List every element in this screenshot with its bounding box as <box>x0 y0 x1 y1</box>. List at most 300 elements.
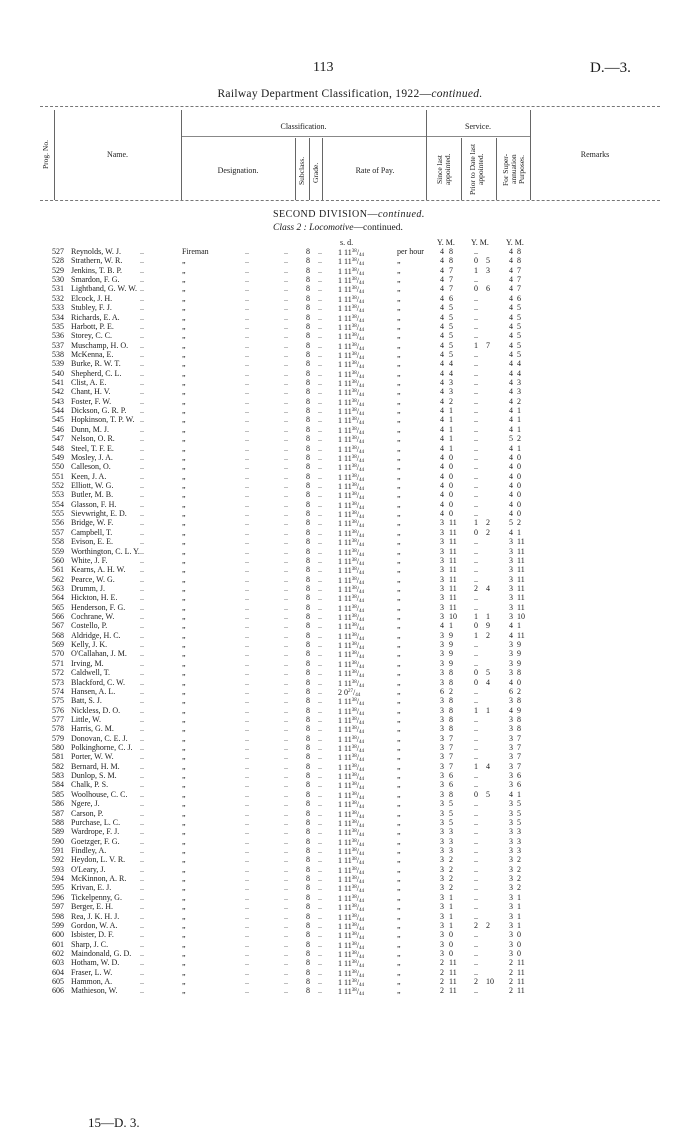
row-prog-no: 595 <box>52 883 64 893</box>
row-since-months: 3 <box>449 827 453 837</box>
table-row <box>0 827 700 839</box>
row-leader: .. <box>140 920 144 930</box>
row-designation: „ <box>182 630 186 640</box>
row-leader: .. <box>284 406 288 416</box>
row-leader: .. <box>245 396 249 406</box>
row-per: „ <box>397 696 401 706</box>
row-leader: .. <box>140 537 144 547</box>
row-super-years: 4 <box>509 387 513 397</box>
row-leader: .. <box>140 331 144 341</box>
row-designation: „ <box>182 331 186 341</box>
row-prior-months: 4 <box>486 677 490 687</box>
row-subclass: 8 <box>306 780 310 790</box>
row-designation: „ <box>182 948 186 958</box>
row-leader: .. <box>245 948 249 958</box>
row-leader: .. <box>140 977 144 987</box>
row-rate-of-pay: 1 $11^{38}/_{44}$ <box>338 603 364 614</box>
row-leader: .. <box>245 696 249 706</box>
row-super-months: 3 <box>517 387 521 397</box>
row-name: Stubley, F. J. <box>71 303 112 313</box>
units-sd: s. d. <box>340 238 354 247</box>
row-leader: .. <box>140 827 144 837</box>
table-row <box>0 341 700 350</box>
row-subclass: 8 <box>306 771 310 781</box>
row-since-months: 11 <box>449 565 457 575</box>
row-leader: .. <box>140 443 144 453</box>
row-name: Goetzger, F. G. <box>71 836 120 846</box>
row-prior-years: 1 <box>474 612 478 622</box>
row-name: Jenkins, T. B. P. <box>71 265 123 275</box>
table-row <box>0 855 700 867</box>
row-rate-of-pay: 1 $11^{38}/_{44}$ <box>338 921 364 932</box>
row-rate-of-pay: 1 $11^{38}/_{44}$ <box>338 444 364 455</box>
row-prog-no: 576 <box>52 705 64 715</box>
row-name: Storey, C. C. <box>71 331 113 341</box>
row-designation: „ <box>182 920 186 930</box>
row-rate-of-pay: 1 $11^{38}/_{44}$ <box>338 594 364 605</box>
row-leader: .. <box>318 527 322 537</box>
row-per: „ <box>397 630 401 640</box>
row-since-months: 1 <box>449 406 453 416</box>
row-leader: .. <box>245 836 249 846</box>
row-since-months: 5 <box>449 817 453 827</box>
row-leader: .. <box>318 265 322 275</box>
row-since-years: 3 <box>440 714 444 724</box>
row-leader: .. <box>284 902 288 912</box>
row-leader: .. <box>140 621 144 631</box>
row-leader: .. <box>245 939 249 949</box>
row-leader: .. <box>245 958 249 968</box>
footer-ref: 15—D. 3. <box>88 1115 140 1130</box>
row-super-years: 4 <box>509 284 513 294</box>
row-leader: .. <box>284 480 288 490</box>
row-leader: .. <box>140 527 144 537</box>
row-leader: .. <box>140 546 144 556</box>
row-leader: .. <box>245 677 249 687</box>
row-super-months: 9 <box>517 658 521 668</box>
row-leader: .. <box>318 509 322 519</box>
row-name: Blackford, C. W. <box>71 677 125 687</box>
row-leader: .. <box>318 321 322 331</box>
row-designation: „ <box>182 799 186 809</box>
row-super-months: 6 <box>517 293 521 303</box>
row-super-years: 4 <box>509 452 513 462</box>
row-super-months: 7 <box>517 265 521 275</box>
row-leader: .. <box>318 827 322 837</box>
row-leader: .. <box>318 378 322 388</box>
row-since-years: 2 <box>440 977 444 987</box>
row-per: „ <box>397 743 401 753</box>
row-since-years: 3 <box>440 546 444 556</box>
row-rate-of-pay: 1 $11^{38}/_{44}$ <box>338 369 364 380</box>
row-leader: .. <box>245 452 249 462</box>
row-since-months: 11 <box>449 546 457 556</box>
row-leader: .. <box>140 658 144 668</box>
row-since-years: 3 <box>440 658 444 668</box>
row-leader: .. <box>284 649 288 659</box>
row-designation: „ <box>182 874 186 884</box>
row-leader: .. <box>140 415 144 425</box>
row-prior-months: 5 <box>486 789 490 799</box>
row-name: Mosley, J. A. <box>71 452 113 462</box>
row-prior-years: .. <box>474 368 478 378</box>
row-leader: .. <box>318 480 322 490</box>
table-row <box>0 303 700 315</box>
row-prog-no: 603 <box>52 958 64 968</box>
row-leader: .. <box>318 490 322 500</box>
row-super-months: 5 <box>517 303 521 313</box>
row-leader: .. <box>284 518 288 528</box>
row-leader: .. <box>284 321 288 331</box>
row-leader: .. <box>245 808 249 818</box>
table-row <box>0 565 700 577</box>
row-since-years: 4 <box>440 321 444 331</box>
row-per: „ <box>397 518 401 528</box>
row-per: „ <box>397 986 401 996</box>
row-designation: „ <box>182 565 186 575</box>
row-leader: .. <box>245 471 249 481</box>
row-prior-years: .. <box>474 349 478 359</box>
row-prior-years: .. <box>474 574 478 584</box>
row-designation: „ <box>182 668 186 678</box>
row-per: „ <box>397 771 401 781</box>
row-prog-no: 565 <box>52 602 64 612</box>
row-name: Elliott, W. G. <box>71 480 114 490</box>
row-super-months: 9 <box>517 640 521 650</box>
row-rate-of-pay: 1 $11^{38}/_{44}$ <box>338 622 364 633</box>
row-leader: .. <box>245 977 249 987</box>
row-name: Shepherd, C. L. <box>71 368 122 378</box>
row-subclass: 8 <box>306 920 310 930</box>
row-leader: .. <box>245 331 249 341</box>
row-super-months: 7 <box>517 752 521 762</box>
row-leader: .. <box>245 518 249 528</box>
row-leader: .. <box>245 771 249 781</box>
row-subclass: 8 <box>306 434 310 444</box>
row-prog-no: 555 <box>52 509 64 519</box>
row-super-years: 3 <box>509 612 513 622</box>
row-since-months: 6 <box>449 771 453 781</box>
row-leader: .. <box>245 546 249 556</box>
row-leader: .. <box>245 780 249 790</box>
row-per: „ <box>397 434 401 444</box>
row-designation: „ <box>182 340 186 350</box>
row-designation: „ <box>182 509 186 519</box>
row-super-years: 3 <box>509 939 513 949</box>
row-super-years: 4 <box>509 349 513 359</box>
row-leader: .. <box>284 883 288 893</box>
row-super-years: 3 <box>509 724 513 734</box>
row-since-years: 3 <box>440 920 444 930</box>
row-prior-years: .. <box>474 892 478 902</box>
row-leader: .. <box>284 509 288 519</box>
row-leader: .. <box>318 406 322 416</box>
row-since-years: 3 <box>440 705 444 715</box>
table-row <box>0 266 700 275</box>
row-prog-no: 567 <box>52 621 64 631</box>
row-leader: .. <box>140 434 144 444</box>
row-prior-years: .. <box>474 537 478 547</box>
row-super-months: 1 <box>517 911 521 921</box>
row-since-years: 4 <box>440 396 444 406</box>
row-name: Strathern, W. R. <box>71 256 123 266</box>
row-rate-of-pay: 1 $11^{38}/_{44}$ <box>338 547 364 558</box>
row-since-years: 3 <box>440 602 444 612</box>
row-name: Hammon, A. <box>71 977 113 987</box>
row-leader: .. <box>284 733 288 743</box>
row-subclass: 8 <box>306 509 310 519</box>
row-subclass: 8 <box>306 892 310 902</box>
row-prog-no: 558 <box>52 537 64 547</box>
row-prior-years: .. <box>474 406 478 416</box>
table-row <box>0 462 700 474</box>
row-rate-of-pay: 1 $11^{38}/_{44}$ <box>338 248 364 258</box>
row-super-months: 11 <box>517 986 525 996</box>
row-leader: .. <box>140 462 144 472</box>
row-prog-no: 578 <box>52 724 64 734</box>
row-prog-no: 530 <box>52 275 64 285</box>
row-leader: .. <box>318 789 322 799</box>
row-subclass: 8 <box>306 518 310 528</box>
row-leader: .. <box>318 565 322 575</box>
row-super-months: 3 <box>517 827 521 837</box>
row-leader: .. <box>284 555 288 565</box>
row-prog-no: 592 <box>52 855 64 865</box>
row-since-months: 7 <box>449 733 453 743</box>
row-subclass: 8 <box>306 836 310 846</box>
row-per: „ <box>397 378 401 388</box>
row-since-years: 3 <box>440 649 444 659</box>
row-leader: .. <box>318 602 322 612</box>
row-rate-of-pay: 1 $11^{38}/_{44}$ <box>338 828 364 839</box>
row-since-months: 2 <box>449 864 453 874</box>
row-leader: .. <box>245 265 249 275</box>
row-prior-years: .. <box>474 565 478 575</box>
row-prior-years: .. <box>474 359 478 369</box>
row-leader: .. <box>140 396 144 406</box>
row-leader: .. <box>318 537 322 547</box>
row-prog-no: 527 <box>52 247 64 256</box>
row-prior-years: .. <box>474 799 478 809</box>
row-name: Batt, S. J. <box>71 696 102 706</box>
row-since-months: 1 <box>449 920 453 930</box>
row-rate-of-pay: 1 $11^{38}/_{44}$ <box>338 641 364 652</box>
row-designation: „ <box>182 743 186 753</box>
row-since-months: 11 <box>449 574 457 584</box>
row-leader: .. <box>140 808 144 818</box>
table-row <box>0 621 700 633</box>
row-subclass: 8 <box>306 275 310 285</box>
row-per: „ <box>397 574 401 584</box>
row-name: Nelson, O. R. <box>71 434 115 444</box>
row-super-years: 2 <box>509 967 513 977</box>
row-rate-of-pay: 1 $11^{38}/_{44}$ <box>338 341 364 352</box>
row-per: „ <box>397 724 401 734</box>
row-prog-no: 601 <box>52 939 64 949</box>
table-row <box>0 752 700 764</box>
row-prior-years: .. <box>474 490 478 500</box>
row-designation: „ <box>182 658 186 668</box>
row-since-months: 5 <box>449 799 453 809</box>
row-super-years: 3 <box>509 874 513 884</box>
row-leader: .. <box>318 771 322 781</box>
header-designation: Designation. <box>217 166 259 175</box>
row-since-years: 4 <box>440 265 444 275</box>
row-leader: .. <box>245 349 249 359</box>
row-prog-no: 544 <box>52 406 64 416</box>
row-leader: .. <box>284 827 288 837</box>
row-subclass: 8 <box>306 874 310 884</box>
table-row <box>0 818 700 827</box>
table-row <box>0 865 700 874</box>
row-name: Reynolds, W. J. <box>71 247 122 256</box>
row-leader: .. <box>245 649 249 659</box>
row-since-months: 5 <box>449 312 453 322</box>
row-designation: „ <box>182 958 186 968</box>
row-prog-no: 580 <box>52 743 64 753</box>
row-leader: .. <box>284 284 288 294</box>
row-designation: „ <box>182 686 186 696</box>
row-designation: „ <box>182 415 186 425</box>
row-rate-of-pay: 1 $11^{38}/_{44}$ <box>338 294 364 305</box>
row-leader: .. <box>318 256 322 266</box>
row-designation: „ <box>182 696 186 706</box>
row-leader: .. <box>284 855 288 865</box>
row-name: Pearce, W. G. <box>71 574 115 584</box>
row-leader: .. <box>284 696 288 706</box>
row-leader: .. <box>318 883 322 893</box>
row-since-years: 3 <box>440 780 444 790</box>
row-since-months: 8 <box>449 705 453 715</box>
row-rate-of-pay: 1 $11^{38}/_{44}$ <box>338 388 364 399</box>
row-leader: .. <box>140 368 144 378</box>
row-super-months: 4 <box>517 359 521 369</box>
row-leader: .. <box>245 621 249 631</box>
row-leader: .. <box>140 817 144 827</box>
row-since-years: 4 <box>440 424 444 434</box>
row-designation: „ <box>182 902 186 912</box>
row-leader: .. <box>318 808 322 818</box>
row-super-months: 5 <box>517 331 521 341</box>
row-leader: .. <box>284 275 288 285</box>
row-prior-years: .. <box>474 771 478 781</box>
row-leader: .. <box>284 977 288 987</box>
row-designation: „ <box>182 443 186 453</box>
row-prog-no: 535 <box>52 321 64 331</box>
row-leader: .. <box>245 565 249 575</box>
row-subclass: 8 <box>306 340 310 350</box>
row-since-years: 4 <box>440 359 444 369</box>
row-since-years: 3 <box>440 911 444 921</box>
row-rate-of-pay: 1 $11^{38}/_{44}$ <box>338 510 364 521</box>
row-prior-years: .. <box>474 293 478 303</box>
row-leader: .. <box>140 724 144 734</box>
row-since-months: 9 <box>449 649 453 659</box>
row-prog-no: 528 <box>52 256 64 266</box>
row-prog-no: 566 <box>52 612 64 622</box>
row-leader: .. <box>318 977 322 987</box>
row-leader: .. <box>284 920 288 930</box>
table-row <box>0 668 700 680</box>
row-prior-years: .. <box>474 462 478 472</box>
row-designation: „ <box>182 555 186 565</box>
row-per: „ <box>397 256 401 266</box>
row-rate-of-pay: 1 $11^{38}/_{44}$ <box>338 566 364 577</box>
row-rate-of-pay: 1 $11^{38}/_{44}$ <box>338 987 364 998</box>
row-per: „ <box>397 649 401 659</box>
row-prior-months: 5 <box>486 256 490 266</box>
row-per: „ <box>397 424 401 434</box>
row-super-years: 3 <box>509 714 513 724</box>
table-row <box>0 612 700 624</box>
row-name: Kearns, A. H. W. <box>71 565 126 575</box>
row-leader: .. <box>318 836 322 846</box>
row-leader: .. <box>284 836 288 846</box>
subsection-class-label: Class 2 : <box>273 223 307 233</box>
row-designation: „ <box>182 780 186 790</box>
row-leader: .. <box>140 593 144 603</box>
row-since-months: 9 <box>449 630 453 640</box>
row-leader: .. <box>318 471 322 481</box>
units-ym-prior: Y. M. <box>471 238 489 247</box>
row-super-years: 4 <box>509 677 513 687</box>
row-leader: .. <box>140 649 144 659</box>
row-per: „ <box>397 452 401 462</box>
row-leader: .. <box>318 247 322 256</box>
row-rate-of-pay: 1 $11^{38}/_{44}$ <box>338 407 364 418</box>
row-leader: .. <box>140 902 144 912</box>
table-row <box>0 350 700 359</box>
row-designation: „ <box>182 864 186 874</box>
table-row <box>0 247 700 256</box>
row-leader: .. <box>284 537 288 547</box>
row-leader: .. <box>245 967 249 977</box>
row-rate-of-pay: 1 $11^{38}/_{44}$ <box>338 276 364 287</box>
row-designation: „ <box>182 771 186 781</box>
row-since-years: 3 <box>440 677 444 687</box>
row-leader: .. <box>318 434 322 444</box>
row-leader: .. <box>284 312 288 322</box>
section-division: SECOND DIVISION— <box>273 209 378 220</box>
row-since-months: 8 <box>449 247 453 256</box>
row-rate-of-pay: 1 $11^{38}/_{44}$ <box>338 350 364 361</box>
row-name: Irving, M. <box>71 658 104 668</box>
row-rate-of-pay: 1 $11^{38}/_{44}$ <box>338 425 364 436</box>
row-prior-months: 7 <box>486 340 490 350</box>
row-leader: .. <box>284 452 288 462</box>
row-since-months: 11 <box>449 602 457 612</box>
table-row <box>0 958 700 970</box>
row-designation: „ <box>182 452 186 462</box>
row-per: „ <box>397 303 401 313</box>
row-prog-no: 582 <box>52 761 64 771</box>
row-super-months: 10 <box>517 612 525 622</box>
row-rate-of-pay: 1 $11^{38}/_{44}$ <box>338 856 364 867</box>
row-rate-of-pay: 1 $11^{38}/_{44}$ <box>338 481 364 492</box>
row-subclass: 8 <box>306 827 310 837</box>
row-leader: .. <box>140 265 144 275</box>
row-super-months: 1 <box>517 920 521 930</box>
row-rate-of-pay: 1 $11^{38}/_{44}$ <box>338 847 364 857</box>
row-designation: „ <box>182 733 186 743</box>
row-rate-of-pay: 1 $11^{38}/_{44}$ <box>338 800 364 811</box>
table-row <box>0 369 700 378</box>
row-per: „ <box>397 640 401 650</box>
row-prog-no: 536 <box>52 331 64 341</box>
row-since-years: 3 <box>440 565 444 575</box>
row-since-years: 3 <box>440 817 444 827</box>
row-super-years: 4 <box>509 705 513 715</box>
